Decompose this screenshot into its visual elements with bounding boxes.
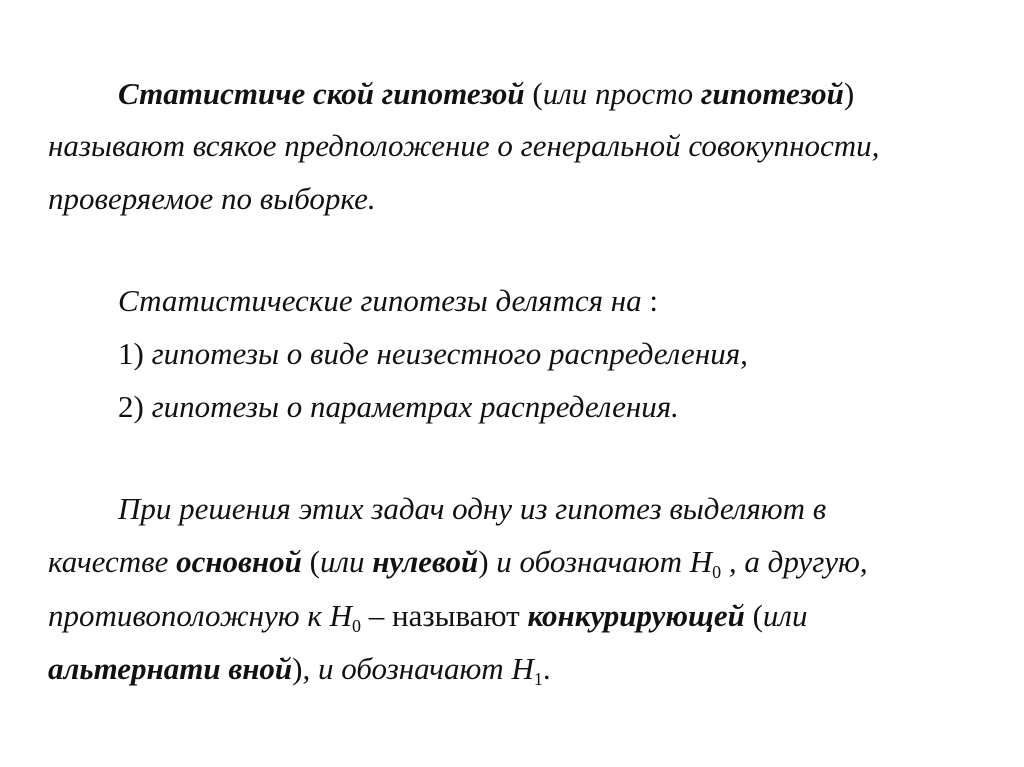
- text-segment: , и обозначают: [302, 651, 512, 686]
- definition-line-1: [118, 78, 854, 109]
- list-item-number: 1): [118, 336, 144, 371]
- symbol-subscript: 0: [712, 562, 722, 582]
- term-null-hypothesis: нулевой: [372, 544, 479, 579]
- term-statistical-hypothesis: Статистиче ской гипотезой: [118, 76, 525, 111]
- symbol-h1: [511, 651, 543, 689]
- text-segment: или: [319, 544, 373, 579]
- paren-open: (: [524, 76, 543, 111]
- symbol-subscript: 0: [352, 616, 362, 636]
- term-hypothesis: гипотезой: [700, 76, 844, 111]
- term-competing-hypothesis: конкурирующей: [527, 598, 745, 633]
- text-segment: качестве: [48, 544, 177, 579]
- symbol-h: H: [689, 544, 713, 579]
- paren-open: (: [301, 544, 320, 579]
- symbol-subscript: 1: [533, 669, 543, 689]
- list-item-text: гипотезы о параметрах распределения.: [143, 389, 679, 424]
- list-item-1: [118, 338, 748, 369]
- hypothesis-paragraph-line-2: [48, 546, 868, 581]
- text-segment: – называют: [361, 598, 528, 633]
- term-main-hypothesis: основной: [176, 544, 302, 579]
- paren-open: (: [744, 598, 763, 633]
- paren-close: ): [292, 651, 303, 686]
- list-item-number: 2): [118, 389, 144, 424]
- list-item-2: [118, 391, 679, 422]
- period: .: [542, 651, 551, 686]
- list-item-text: гипотезы о виде неизестного распределения,: [143, 336, 748, 371]
- symbol-h0: [329, 598, 362, 636]
- hypothesis-paragraph-line-1: При решения этих задач одну из гипотез выделяют в: [118, 491, 827, 526]
- hypothesis-paragraph-line-3: [48, 600, 807, 635]
- symbol-h0: [689, 544, 722, 582]
- classification-intro: [118, 285, 658, 316]
- text-segment: или: [762, 598, 808, 633]
- hypothesis-paragraph-line-4: [48, 653, 551, 688]
- definition-line-2: называют всякое предположение о генеральной совокупности,: [48, 128, 880, 163]
- text-segment: и обозначают: [488, 544, 690, 579]
- paren-close: ): [843, 76, 855, 111]
- definition-line-3: проверяемое по выборке.: [48, 181, 376, 216]
- definition-aside: или просто: [542, 76, 701, 111]
- text-segment: противоположную к: [48, 598, 330, 633]
- symbol-h: H: [329, 598, 353, 633]
- paren-close: ): [478, 544, 489, 579]
- symbol-h: H: [511, 651, 534, 686]
- colon: :: [641, 283, 659, 318]
- text-segment: , а другую,: [721, 544, 868, 579]
- term-alternative-hypothesis: альтернати вной: [48, 651, 293, 686]
- classification-intro-text: Статистические гипотезы делятся на: [118, 283, 642, 318]
